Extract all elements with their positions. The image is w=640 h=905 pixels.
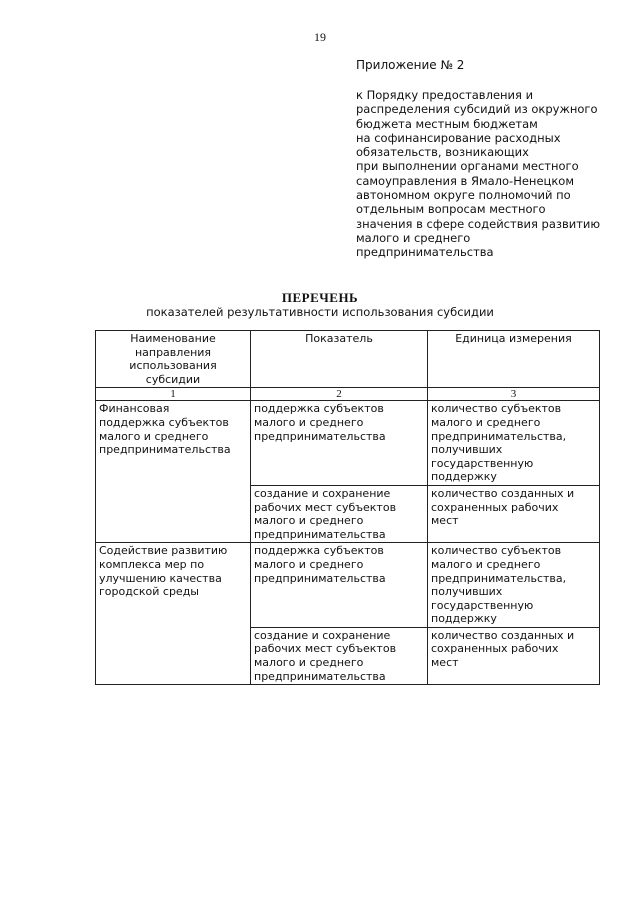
unit-cell: количество субъектов малого и среднего предпринимательства, получивших государственную поддержку (428, 401, 600, 486)
appendix-line: самоуправления в Ямало-Ненецком (356, 173, 575, 188)
header-direction: Наименование направления использования субсидии (96, 331, 251, 388)
column-number: 1 (96, 388, 251, 401)
table-row (96, 401, 600, 486)
column-number: 3 (428, 388, 600, 401)
document-subtitle: показателей результативности использования субсидии (146, 305, 494, 319)
direction-cell: Содействие развитию комплекса мер по улучшению качества городской среды (96, 543, 251, 685)
document-title: ПЕРЕЧЕНЬ (281, 290, 359, 305)
appendix-line: значения в сфере содействия развитию (356, 216, 601, 231)
appendix-line: к Порядку предоставления и (356, 88, 534, 102)
appendix-line: предпринимательства (356, 245, 494, 260)
column-numbers-row (96, 388, 600, 401)
appendix-line: малого и среднего (356, 230, 471, 245)
unit-cell: количество созданных и сохраненных рабочих мест (428, 485, 600, 542)
appendix-line: на софинансирование расходных (356, 130, 561, 145)
column-number: 2 (251, 388, 428, 401)
appendix-title: Приложение № 2 (356, 58, 465, 72)
indicator-cell: поддержка субъектов малого и среднего предпринимательства (251, 543, 428, 628)
unit-cell: количество субъектов малого и среднего предпринимательства, получивших государственную поддержку (428, 543, 600, 628)
header-indicator: Показатель (251, 331, 428, 388)
indicator-cell: поддержка субъектов малого и среднего предпринимательства (251, 401, 428, 486)
appendix-line: обязательств, возникающих (356, 145, 529, 160)
appendix-line: автономном округе полномочий по (356, 188, 571, 203)
table-row (96, 543, 600, 628)
table-header-row (96, 331, 600, 388)
header-unit: Единица измерения (428, 331, 600, 388)
indicators-table (95, 330, 600, 685)
appendix-line: при выполнении органами местного (356, 159, 579, 174)
appendix-reference (356, 88, 606, 260)
appendix-line: отдельным вопросам местного (356, 202, 546, 217)
unit-cell: количество созданных и сохраненных рабочих мест (428, 627, 600, 684)
indicator-cell: создание и сохранение рабочих мест субъектов малого и среднего предпринимательства (251, 627, 428, 684)
direction-cell: Финансовая поддержка субъектов малого и среднего предпринимательства (96, 401, 251, 543)
appendix-line: распределения субсидий из окружного (356, 102, 598, 117)
page-number: 19 (314, 30, 326, 44)
appendix-line: бюджета местным бюджетам (356, 116, 538, 131)
indicator-cell: создание и сохранение рабочих мест субъектов малого и среднего предпринимательства (251, 485, 428, 542)
